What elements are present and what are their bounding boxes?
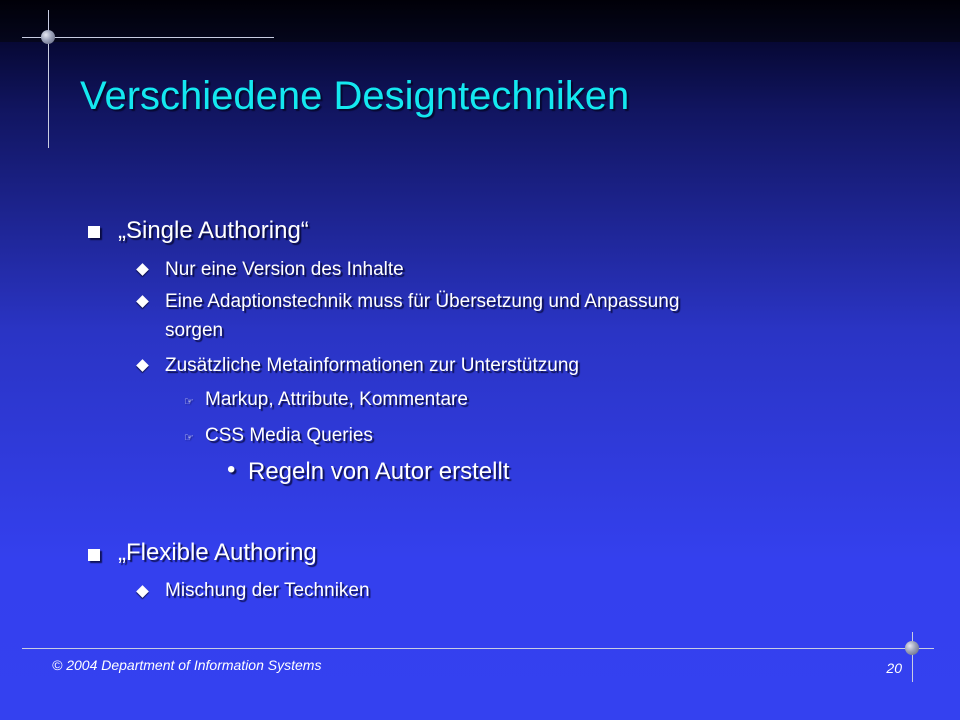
diamond-bullet-icon	[136, 585, 149, 598]
bullet-flexible-authoring: „Flexible Authoring	[118, 539, 317, 566]
square-bullet-icon	[88, 549, 100, 561]
footer-copyright: © 2004 Department of Information Systems	[52, 657, 322, 673]
bullet-adaptionstechnik: Eine Adaptionstechnik muss für Übersetzung und Anpassung	[165, 291, 680, 312]
slide-title: Verschiedene Designtechniken	[80, 74, 630, 118]
bullet-metainformationen: Zusätzliche Metainformationen zur Unterstützung	[165, 355, 579, 376]
diamond-bullet-icon	[136, 295, 149, 308]
bullet-css-media-queries: CSS Media Queries	[205, 425, 373, 446]
dot-bullet-icon: •	[227, 456, 236, 483]
diamond-bullet-icon	[136, 359, 149, 372]
square-bullet-icon	[88, 226, 100, 238]
bullet-single-authoring: „Single Authoring“	[118, 217, 309, 244]
pointing-hand-bullet-icon: ☞	[184, 396, 194, 408]
page-number: 20	[886, 660, 902, 676]
bullet-regeln-von-autor: Regeln von Autor erstellt	[248, 458, 510, 485]
bullet-nur-eine-version: Nur eine Version des Inhalte	[165, 259, 404, 280]
pointing-hand-bullet-icon: ☞	[184, 432, 194, 444]
bullet-markup-attribute: Markup, Attribute, Kommentare	[205, 389, 468, 410]
bullet-mischung: Mischung der Techniken	[165, 580, 370, 601]
bullet-adaptionstechnik-continuation: sorgen	[165, 320, 224, 341]
diamond-bullet-icon	[136, 263, 149, 276]
